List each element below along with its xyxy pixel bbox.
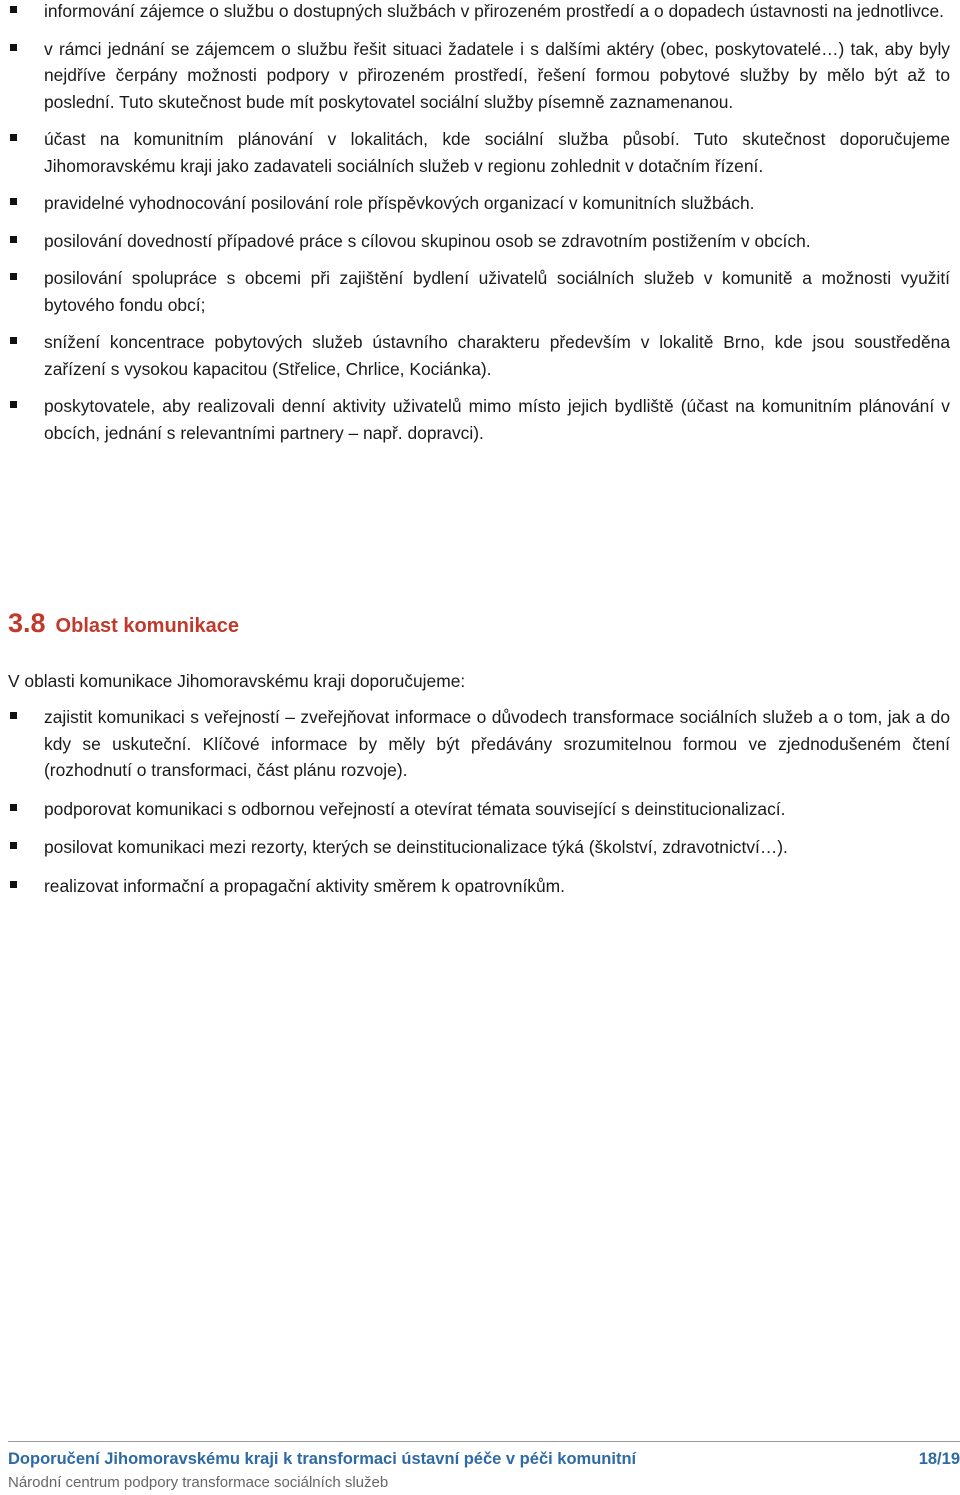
square-bullet-icon bbox=[10, 134, 17, 141]
footer-title-row bbox=[8, 1442, 960, 1469]
list-item bbox=[0, 704, 950, 784]
square-bullet-icon bbox=[10, 273, 17, 280]
list-item bbox=[0, 228, 950, 255]
section-heading bbox=[8, 608, 239, 639]
list-item bbox=[0, 834, 950, 861]
square-bullet-icon bbox=[10, 236, 17, 243]
list-item bbox=[0, 126, 950, 179]
page-number: 18/19 bbox=[918, 1450, 960, 1468]
list-item bbox=[0, 393, 950, 446]
list-item-text: pravidelné vyhodnocování posilování role příspěvkových organizací v komunitních službách. bbox=[44, 193, 755, 213]
square-bullet-icon bbox=[10, 401, 17, 408]
list-item-text: poskytovatele, aby realizovali denní aktivity uživatelů mimo místo jejich bydliště (účast na komunitním plánování v obcích, jednání s relevantními partnery – např. dopravci). bbox=[44, 396, 950, 443]
square-bullet-icon bbox=[10, 198, 17, 205]
list-item bbox=[0, 796, 950, 823]
list-item-text: realizovat informační a propagační aktivity směrem k opatrovníkům. bbox=[44, 875, 565, 896]
footer-subtitle: Národní centrum podpory transformace sociálních služeb bbox=[8, 1474, 389, 1491]
section-intro: V oblasti komunikace Jihomoravskému kraji doporučujeme: bbox=[8, 671, 466, 691]
recommendation-list-communication bbox=[0, 704, 950, 911]
list-item-text: zajistit komunikaci s veřejností – zveřejňovat informace o důvodech transformace sociálních služeb a o tom, jak a do kdy se uskuteční. Klíčové informace by měly být předávány srozumitelnou formou ve zjednodušeném čtení (rozhodnutí o transformaci, část plánu rozvoje). bbox=[44, 707, 950, 780]
square-bullet-icon bbox=[10, 804, 17, 811]
recommendation-list-top bbox=[0, 0, 950, 457]
footer-title: Doporučení Jihomoravskému kraji k transformaci ústavní péče v péči komunitní bbox=[8, 1450, 637, 1468]
square-bullet-icon bbox=[10, 881, 17, 888]
list-item bbox=[0, 190, 950, 217]
square-bullet-icon bbox=[10, 337, 17, 344]
page-footer bbox=[8, 1441, 960, 1491]
list-item-text: posilovat komunikaci mezi rezorty, kterých se deinstitucionalizace týká (školství, zdravotnictví…). bbox=[44, 837, 788, 857]
list-item bbox=[0, 329, 950, 382]
square-bullet-icon bbox=[10, 44, 17, 51]
list-item-text: podporovat komunikaci s odbornou veřejností a otevírat témata související s deinstitucionalizací. bbox=[44, 798, 786, 819]
list-item-text: posilování dovedností případové práce s cílovou skupinou osob se zdravotním postižením v obcích. bbox=[44, 230, 811, 251]
square-bullet-icon bbox=[10, 842, 17, 849]
list-item-text: v rámci jednání se zájemcem o službu řešit situaci žadatele i s dalšími aktéry (obec, poskytovatelé…) tak, aby byly nejdříve čerpány možnosti podpory v přirozeném prostředí, řešení formou pobytové služby by mělo být až to poslední. Tuto skutečnost bude mít poskytovatel sociální služby písemně zaznamenanou. bbox=[44, 38, 950, 112]
list-item bbox=[0, 265, 950, 318]
section-title: Oblast komunikace bbox=[55, 615, 239, 637]
list-item bbox=[0, 873, 950, 900]
list-item-text: informování zájemce o službu o dostupných službách v přirozeném prostředí a o dopadech ústavnosti na jednotlivce. bbox=[44, 1, 944, 21]
square-bullet-icon bbox=[10, 6, 17, 13]
list-item-text: snížení koncentrace pobytových služeb ústavního charakteru především v lokalitě Brno, kde jsou soustředěna zařízení s vysokou kapacitou (Střelice, Chrlice, Kociánka). bbox=[44, 332, 950, 379]
list-item bbox=[0, 36, 950, 116]
list-item bbox=[0, 0, 950, 25]
square-bullet-icon bbox=[10, 712, 17, 719]
list-item-text: účast na komunitním plánování v lokalitách, kde sociální služba působí. Tuto skutečnost doporučujeme Jihomoravskému kraji jako zadavateli sociálních služeb v regionu zohlednit v dotačním řízení. bbox=[44, 129, 950, 176]
list-item-text: posilování spolupráce s obcemi při zajištění bydlení uživatelů sociálních služeb v komunitě a možnosti využití bytového fondu obcí; bbox=[44, 268, 950, 315]
section-number: 3.8 bbox=[8, 608, 46, 638]
